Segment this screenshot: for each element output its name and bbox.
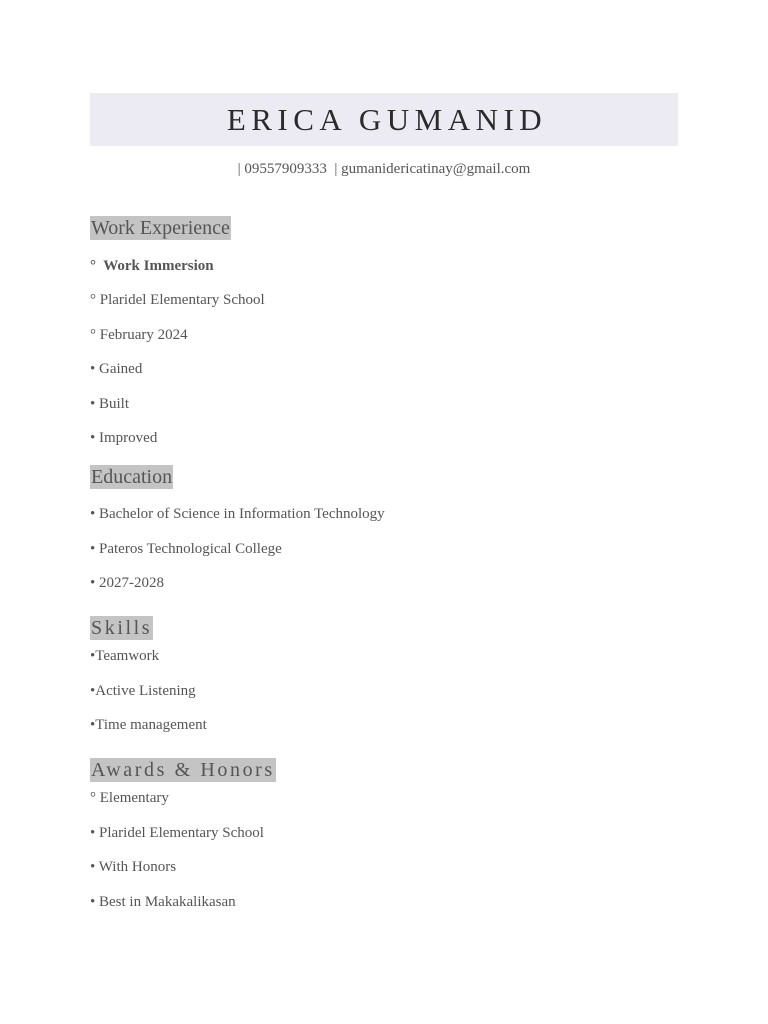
award-item: ° Elementary [90,790,169,806]
section-heading-awards: Awards & Honors [91,759,275,781]
work-item-title: ° Work Immersion [90,258,214,274]
work-item-date: ° February 2024 [90,327,188,343]
education-item-degree: • Bachelor of Science in Information Technology [90,506,385,522]
contact-line: | 09557909333 | gumanidericatinay@gmail.com [237,161,531,177]
section-heading-skills: Skills [91,617,153,639]
candidate-name: ERICA GUMANID [226,102,548,137]
skill-item: •Active Listening [90,683,196,699]
award-item: • Plaridel Elementary School [90,825,264,841]
section-heading-work-experience: Work Experience [91,217,230,239]
work-item-employer: ° Plaridel Elementary School [90,292,265,308]
award-item: • Best in Makakalikasan [90,894,236,910]
education-item-years: • 2027-2028 [90,575,164,591]
skill-item: •Teamwork [90,648,160,664]
work-item-bullet: • Built [90,396,130,412]
education-item-school: • Pateros Technological College [90,541,282,557]
section-heading-education: Education [91,466,173,488]
work-item-bullet: • Improved [90,430,158,446]
name-banner [90,93,678,146]
skill-item: •Time management [90,717,207,733]
work-item-bullet: • Gained [90,361,143,377]
award-item: • With Honors [90,859,177,875]
